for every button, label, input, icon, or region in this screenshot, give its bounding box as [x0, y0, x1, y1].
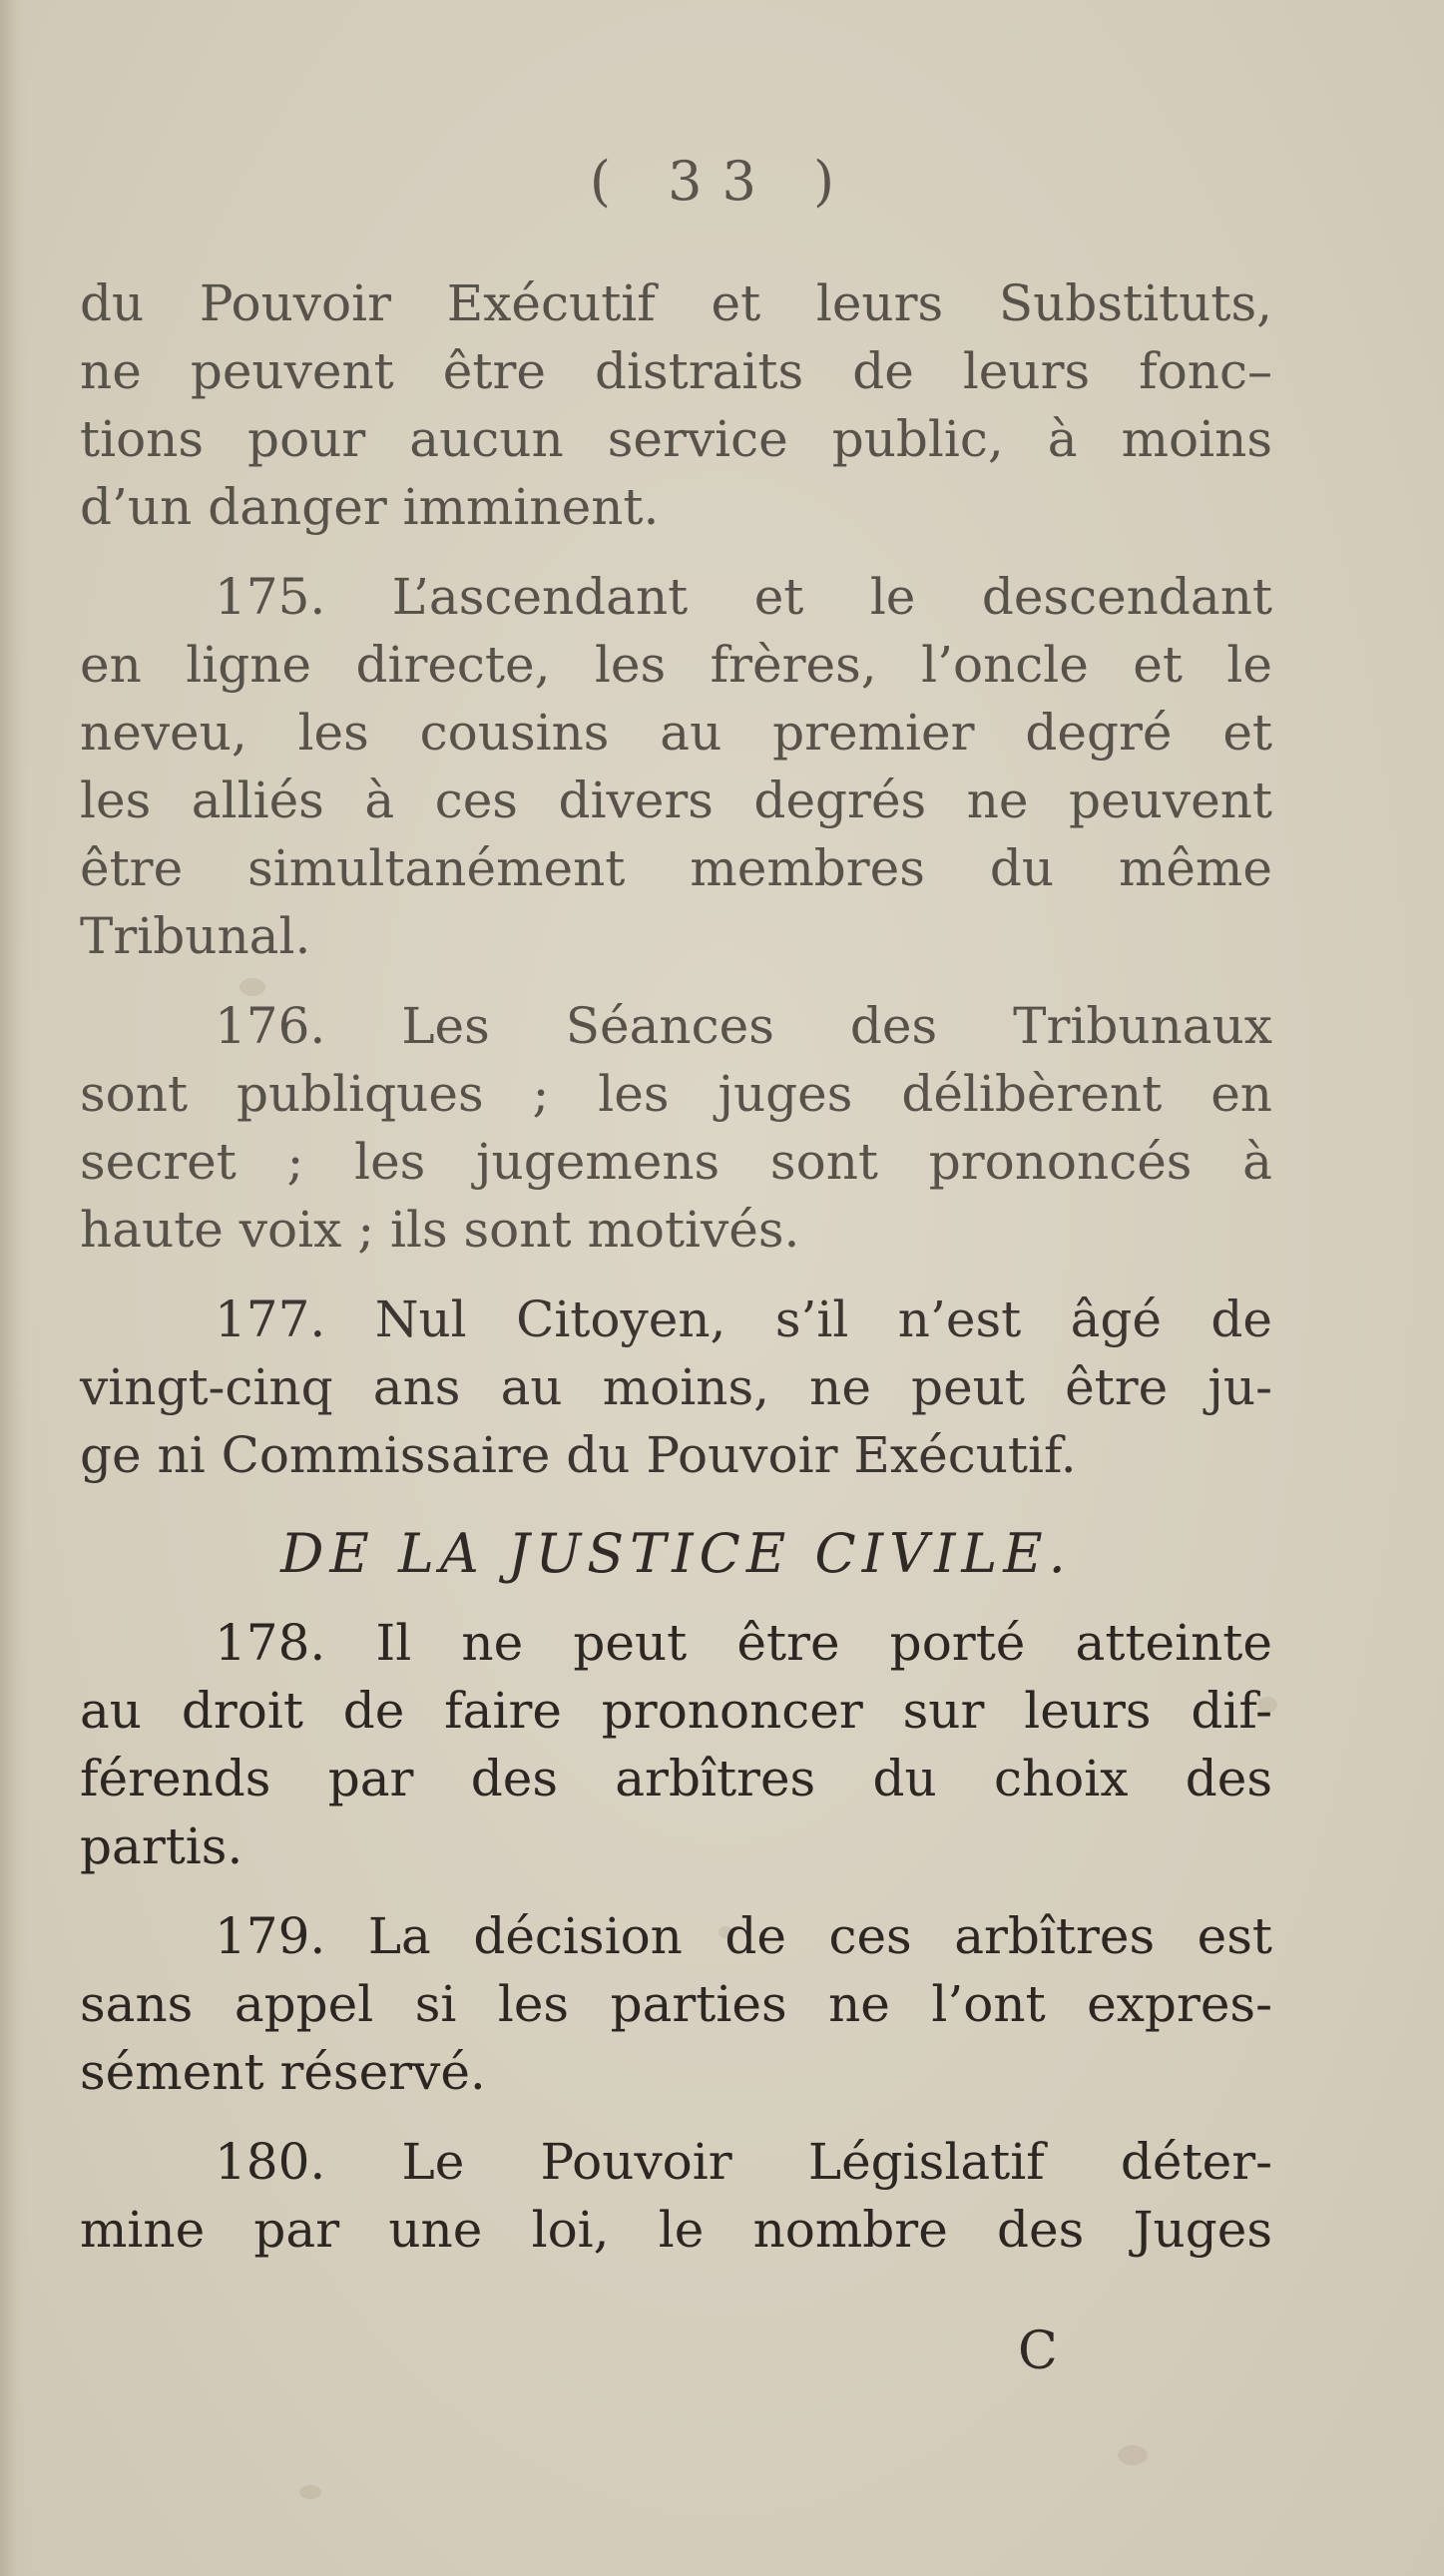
text-line: 178. Il ne peut être porté atteinte [215, 1614, 1272, 1672]
article-179 [80, 1902, 1272, 2106]
text-line: férends par des arbîtres du choix des [80, 1750, 1272, 1807]
article-180 [80, 2128, 1272, 2264]
text-line: mine par une loi, le nombre des Juges [80, 2201, 1272, 2259]
body-text [80, 269, 1272, 2264]
text-line: partis. [80, 1817, 243, 1875]
text-line: être simultanément membres du même [80, 839, 1272, 897]
text-line: vingt-cinq ans au moins, ne peut être ju- [80, 1358, 1272, 1416]
article-176 [80, 992, 1272, 1264]
text-line: tions pour aucun service public, à moins [80, 410, 1272, 468]
text-line: les alliés à ces divers degrés ne peuvent [80, 772, 1272, 829]
article-178 [80, 1609, 1272, 1880]
article-177 [80, 1286, 1272, 1489]
text-line: 175. L’ascendant et le descendant [215, 568, 1272, 626]
text-line: d’un danger imminent. [80, 478, 660, 536]
text-line: 176. Les Séances des Tribunaux [215, 997, 1272, 1055]
foxing-spot [1118, 2445, 1148, 2465]
text-line: 180. Le Pouvoir Législatif déter- [215, 2133, 1272, 2191]
text-line: ge ni Commissaire du Pouvoir Exécutif. [80, 1426, 1077, 1484]
text-line: sans appel si les parties ne l’ont expres- [80, 1975, 1272, 2033]
article-175 [80, 563, 1272, 970]
foxing-spot [299, 2485, 321, 2499]
text-line: haute voix ; ils sont motivés. [80, 1201, 800, 1259]
text-line: neveu, les cousins au premier degré et [80, 704, 1272, 762]
text-line: secret ; les jugemens sont prononcés à [80, 1133, 1272, 1191]
text-line: ne peuvent être distraits de leurs fonc– [80, 342, 1272, 400]
text-line: 179. La décision de ces arbîtres est [215, 1907, 1272, 1965]
text-line: en ligne directe, les frères, l’oncle et le [80, 636, 1272, 694]
page-number: ( 33 ) [589, 150, 855, 213]
section-heading: DE LA JUSTICE CIVILE. [280, 1522, 1072, 1585]
text-line: sont publiques ; les juges délibèrent en [80, 1065, 1272, 1123]
text-line: 177. Nul Citoyen, s’il n’est âgé de [215, 1290, 1272, 1348]
text-line: sément réservé. [80, 2043, 486, 2101]
signature-mark: C [1018, 2321, 1058, 2381]
paragraph-continuation [80, 269, 1272, 541]
text-line: du Pouvoir Exécutif et leurs Substituts, [80, 274, 1272, 332]
text-line: Tribunal. [80, 907, 311, 965]
text-line: au droit de faire prononcer sur leurs dif- [80, 1682, 1272, 1740]
